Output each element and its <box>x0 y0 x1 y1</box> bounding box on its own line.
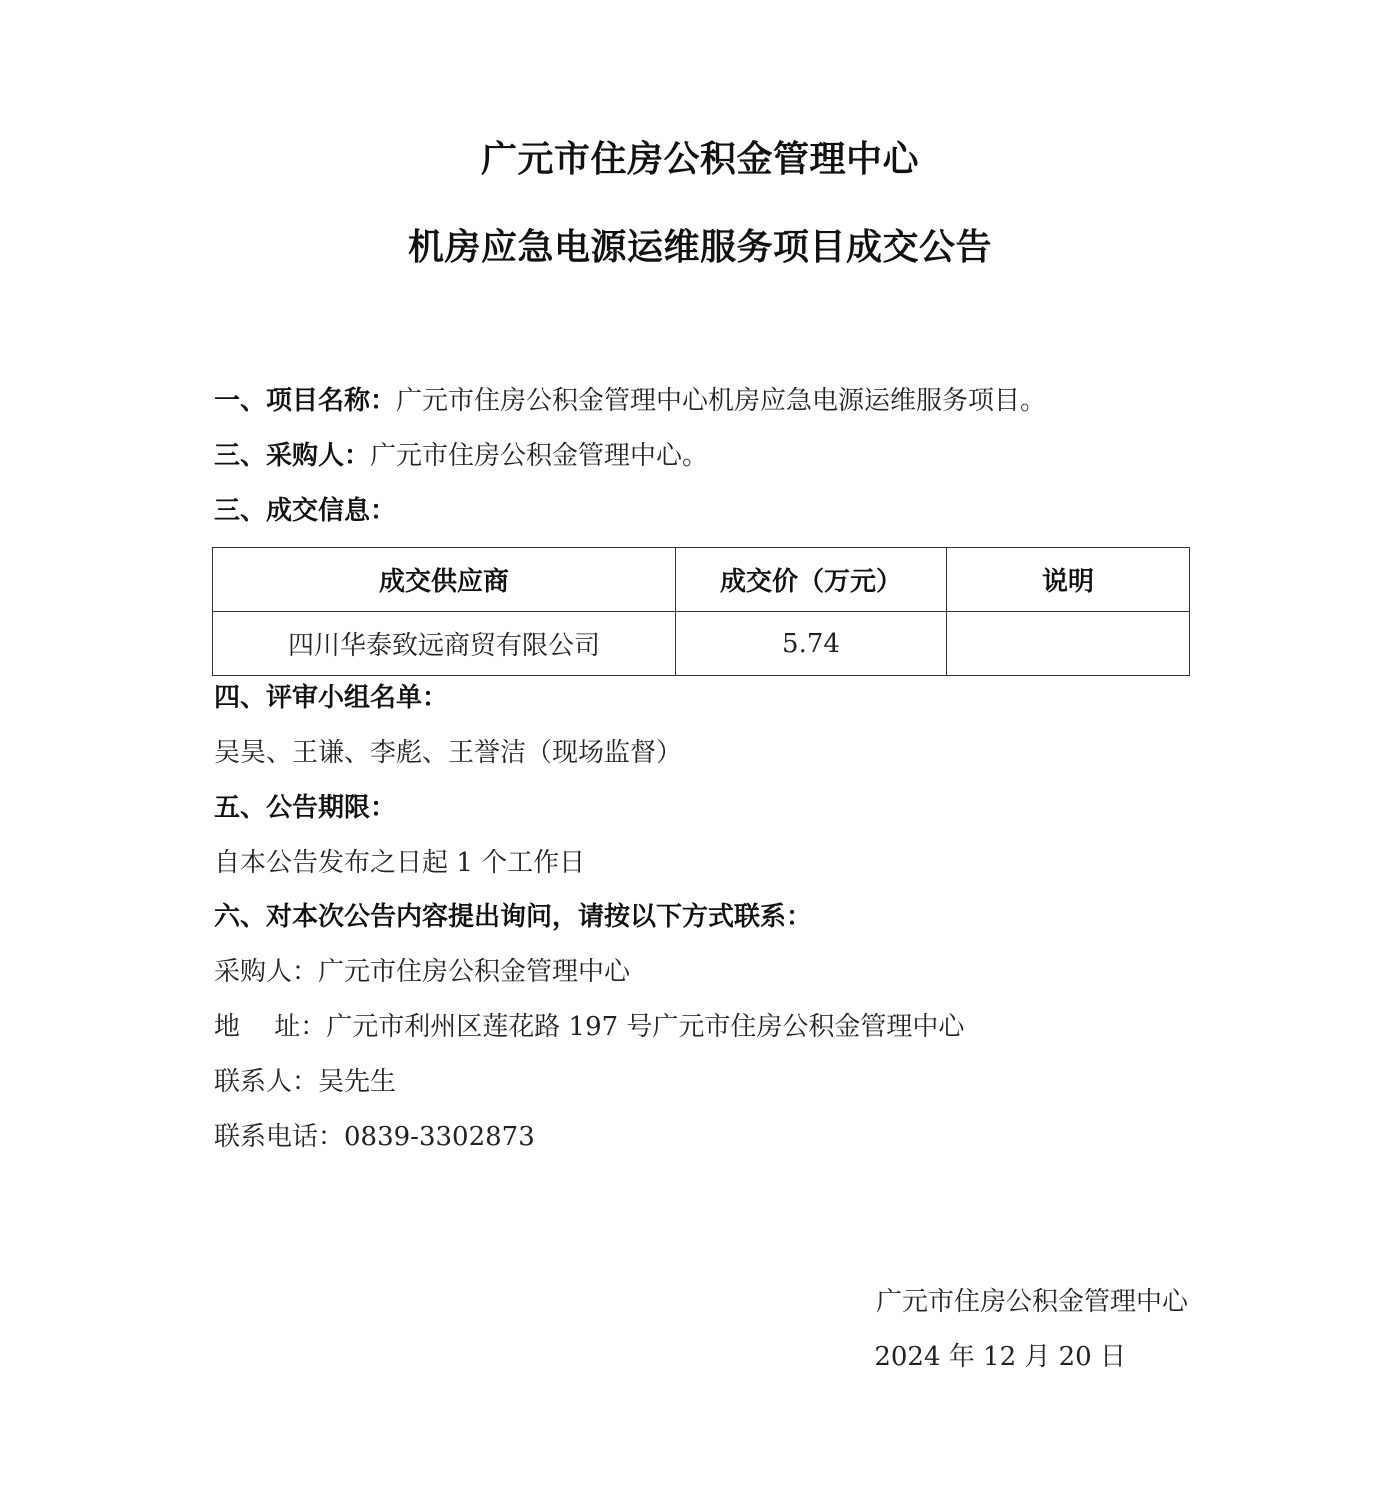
deal-info-label: 三、成交信息： <box>214 496 397 526</box>
project-name-label: 一、项目名称： <box>214 386 397 416</box>
project-name-value: 广元市住房公积金管理中心机房应急电源运维服务项目。 <box>396 386 1047 416</box>
table-header-row <box>213 548 1190 612</box>
inquiry-address: 地 址：广元市利州区莲花路 197 号广元市住房公积金管理中心 <box>214 1012 965 1042</box>
table-row <box>213 612 1190 676</box>
document-title-line2: 机房应急电源运维服务项目成交公告 <box>407 227 992 268</box>
header-note: 说明 <box>947 548 1190 612</box>
review-panel-value: 吴昊、王谦、李彪、王誉洁（现场监督） <box>214 738 683 768</box>
cell-note <box>947 612 1190 676</box>
header-price: 成交价（万元） <box>676 548 947 612</box>
notice-period-value: 自本公告发布之日起 1 个工作日 <box>214 848 586 878</box>
review-panel-label: 四、评审小组名单： <box>214 683 449 713</box>
inquiry-phone: 联系电话：0839-3302873 <box>214 1122 535 1152</box>
signature-date: 2024 年 12 月 20 日 <box>874 1342 1126 1372</box>
inquiry-purchaser: 采购人：广元市住房公积金管理中心 <box>214 957 631 987</box>
notice-period-label: 五、公告期限： <box>214 793 397 823</box>
signature-org: 广元市住房公积金管理中心 <box>875 1287 1188 1317</box>
purchaser-value: 广元市住房公积金管理中心。 <box>370 441 709 471</box>
purchaser-label: 三、采购人： <box>214 441 371 471</box>
purchaser-line <box>214 439 708 473</box>
cell-price: 5.74 <box>676 612 947 676</box>
document-title-line1: 广元市住房公积金管理中心 <box>480 139 919 180</box>
inquiry-label: 六、对本次公告内容提出询问，请按以下方式联系： <box>214 902 813 932</box>
project-name-line <box>214 384 1046 418</box>
inquiry-contact: 联系人：吴先生 <box>214 1067 397 1097</box>
deal-table <box>212 547 1190 676</box>
header-supplier: 成交供应商 <box>213 548 676 612</box>
cell-supplier: 四川华泰致远商贸有限公司 <box>213 612 676 676</box>
